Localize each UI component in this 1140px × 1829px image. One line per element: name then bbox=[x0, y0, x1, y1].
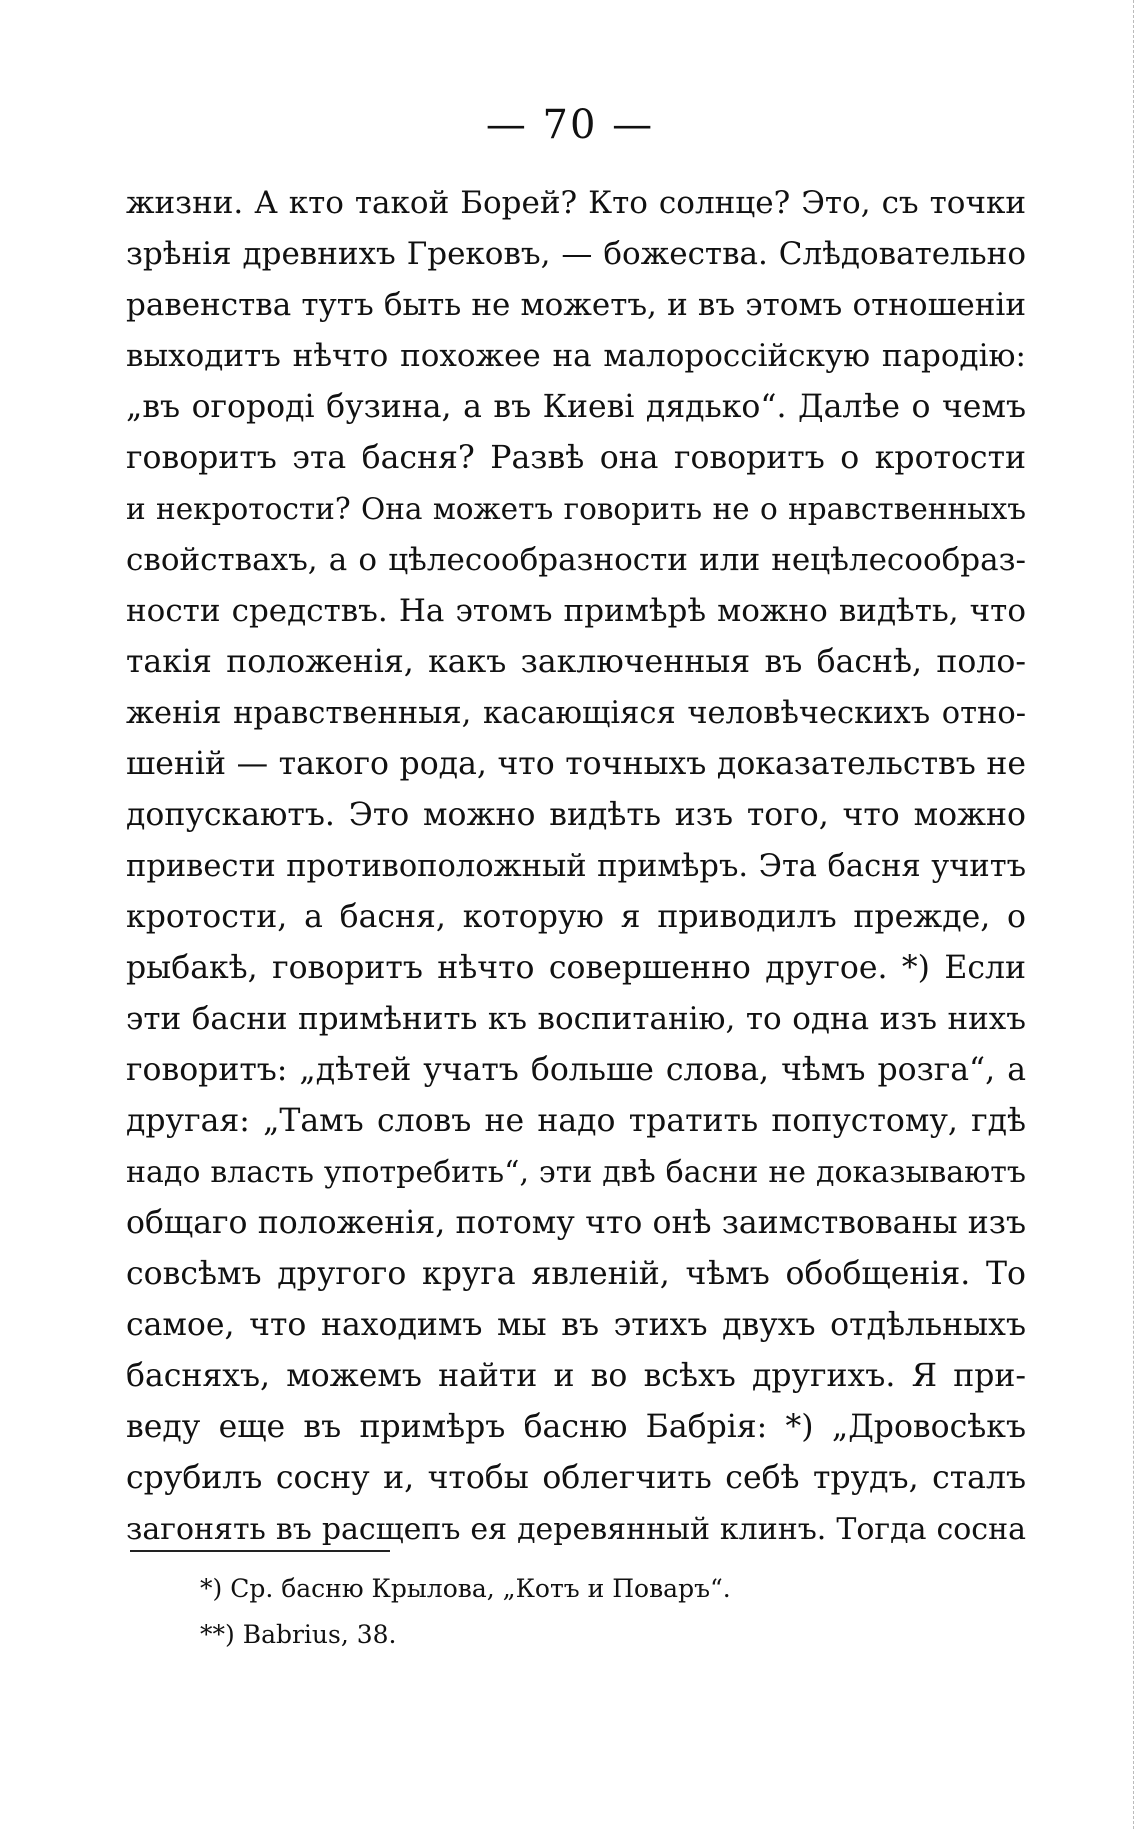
page-number: — 70 — bbox=[485, 102, 655, 148]
footnote-divider bbox=[130, 1550, 390, 1552]
text-line: эти басни примѣнить къ воспитанію, то одна изъ нихъ bbox=[126, 1001, 1026, 1037]
text-line: такія положенія, какъ заключенныя въ баснѣ, поло- bbox=[126, 644, 1026, 680]
text-line: басняхъ, можемъ найти и во всѣхъ другихъ. Я при- bbox=[126, 1358, 1026, 1394]
body-text bbox=[126, 178, 1026, 1555]
text-line: равенства тутъ быть не можетъ, и въ этомъ отношеніи bbox=[126, 287, 1026, 323]
text-line: говоритъ эта басня? Развѣ она говоритъ о кротости bbox=[126, 440, 1026, 476]
text-line: выходитъ нѣчто похожее на малороссійскую пародію: bbox=[126, 338, 1026, 374]
text-line: другая: „Тамъ словъ не надо тратить попустому, гдѣ bbox=[126, 1103, 1026, 1139]
text-line: допускаютъ. Это можно видѣть изъ того, что можно bbox=[126, 797, 1026, 833]
text-line: веду еще въ примѣръ басню Бабрія: *) „Дровосѣкъ bbox=[126, 1409, 1026, 1445]
text-line: говоритъ: „дѣтей учатъ больше слова, чѣмъ розга“, а bbox=[126, 1052, 1026, 1088]
text-line: ности средствъ. На этомъ примѣрѣ можно видѣть, что bbox=[126, 593, 1026, 629]
scan-edge bbox=[1130, 0, 1134, 1829]
text-line: зрѣнія древнихъ Грековъ, — божества. Слѣдовательно bbox=[126, 236, 1026, 272]
text-line: общаго положенія, потому что онѣ заимствованы изъ bbox=[126, 1205, 1026, 1241]
text-line: срубилъ сосну и, чтобы облегчить себѣ трудъ, сталъ bbox=[126, 1460, 1026, 1496]
text-line: привести противоположный примѣръ. Эта басня учитъ bbox=[126, 849, 1026, 884]
text-line: рыбакѣ, говоритъ нѣчто совершенно другое. *) Если bbox=[126, 950, 1026, 986]
footnote: **) Babrius, 38. bbox=[200, 1620, 397, 1649]
text-line: и некротости? Она можетъ говорить не о нравственныхъ bbox=[126, 492, 1026, 526]
footnote: *) Ср. басню Крылова, „Котъ и Поваръ“. bbox=[200, 1574, 731, 1603]
text-line: „въ огороді бузина, а въ Киеві дядько“. Далѣе о чемъ bbox=[126, 389, 1026, 425]
footnotes bbox=[200, 1566, 1000, 1658]
text-line: кротости, а басня, которую я приводилъ прежде, о bbox=[126, 899, 1026, 935]
text-line: совсѣмъ другого круга явленій, чѣмъ обобщенія. То bbox=[126, 1256, 1026, 1292]
text-line: надо власть употребить“, эти двѣ басни не доказываютъ bbox=[126, 1155, 1026, 1190]
text-line: женія нравственныя, касающіяся человѣческихъ отно- bbox=[126, 696, 1026, 731]
text-line: свойствахъ, а о цѣлесообразности или нецѣлесообраз- bbox=[126, 542, 1026, 578]
text-line: жизни. А кто такой Борей? Кто солнце? Это, съ точки bbox=[126, 185, 1026, 221]
text-line: самое, что находимъ мы въ этихъ двухъ отдѣльныхъ bbox=[126, 1307, 1026, 1343]
text-line: загонять въ расщепъ ея деревянный клинъ. Тогда сосна bbox=[126, 1512, 1026, 1547]
text-line: шеній — такого рода, что точныхъ доказательствъ не bbox=[126, 746, 1026, 782]
